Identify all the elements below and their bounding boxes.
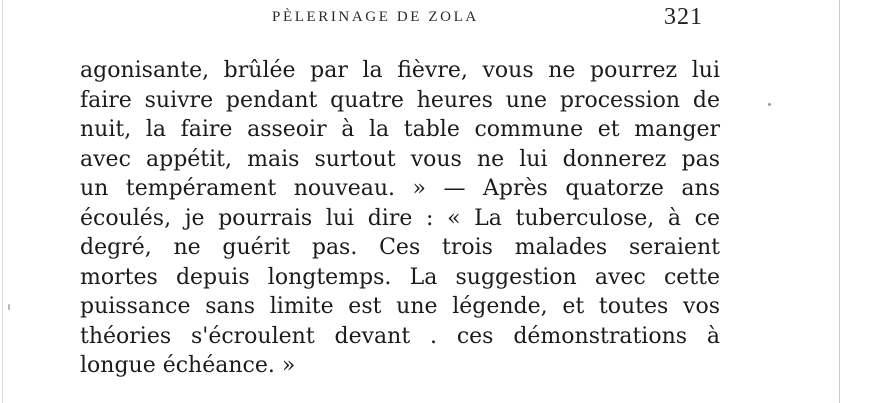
page-edge-right	[839, 0, 840, 403]
text-line-last: longue échéance. »	[80, 353, 296, 378]
print-speck	[8, 304, 10, 310]
text-line: écoulés, je pourrais lui dire : « La tuberculose, à ce	[80, 205, 720, 231]
running-title: PÈLERINAGE DE ZOLA	[272, 9, 479, 25]
text-line: degré, ne guérit pas. Ces trois malades seraient	[80, 235, 720, 260]
text-line: agonisante, brûlée par la fièvre, vous ne pourrez lui	[80, 58, 720, 83]
text-line: théories s'écroulent devant . ces démonstrations à	[80, 323, 720, 349]
page-header	[0, 6, 869, 30]
text-line: mortes depuis longtemps. La suggestion avec cette	[80, 264, 720, 290]
page-edge-left	[2, 0, 3, 403]
text-line: puissance sans limite est une légende, et toutes vos	[80, 294, 720, 319]
text-line: avec appétit, mais surtout vous ne lui donnerez pas	[80, 146, 720, 172]
text-line: faire suivre pendant quatre heures une procession de	[80, 87, 720, 113]
text-line: un tempérament nouveau. » — Après quatorze ans	[80, 176, 720, 201]
page-number: 321	[664, 4, 703, 30]
body-text	[80, 56, 720, 381]
text-line: nuit, la faire asseoir à la table commune et manger	[80, 117, 720, 142]
print-speck	[768, 103, 771, 106]
